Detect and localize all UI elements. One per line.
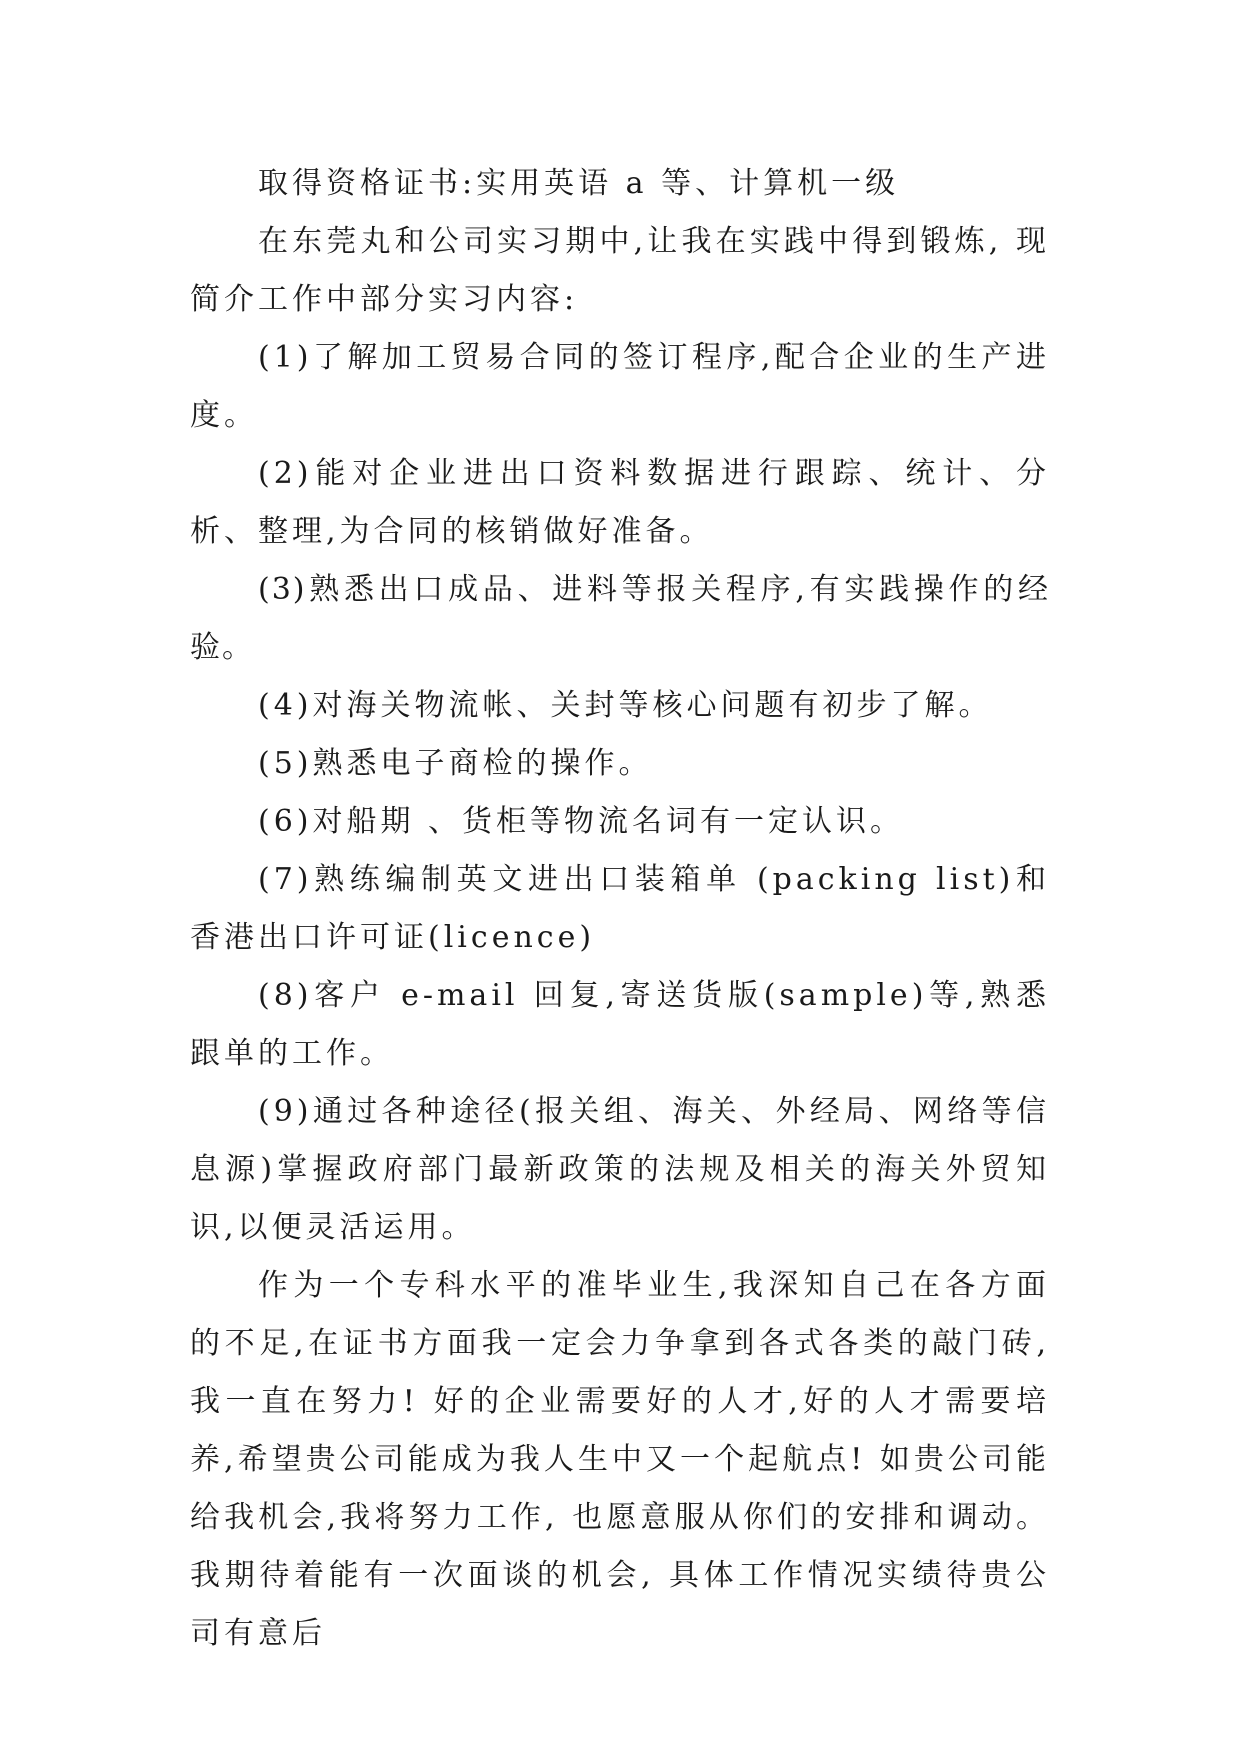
paragraph-item-6: (6)对船期 、货柜等物流名词有一定认识。 (258, 804, 905, 839)
document-body (190, 155, 1050, 1663)
paragraph-item-9: (9)通过各种途径(报关组、海关、外经局、网络等信息源)掌握政府部门最新政策的法规及相关的海关外贸知识,以便灵活运用。 (190, 1094, 1050, 1245)
paragraph-item-3: (3)熟悉出口成品、进料等报关程序,有实践操作的经验。 (190, 572, 1050, 665)
paragraph-item-1: (1)了解加工贸易合同的签订程序,配合企业的生产进度。 (190, 340, 1050, 433)
paragraph-item-5: (5)熟悉电子商检的操作。 (258, 746, 653, 781)
paragraph-item-8: (8)客户 e-mail 回复,寄送货版(sample)等,熟悉跟单的工作。 (190, 978, 1050, 1071)
paragraph-item-7: (7)熟练编制英文进出口装箱单 (packing list)和香港出口许可证(licence) (190, 862, 1050, 955)
paragraph-certificates: 取得资格证书:实用英语 a 等、计算机一级 (258, 166, 900, 201)
paragraph-closing: 作为一个专科水平的准毕业生,我深知自己在各方面的不足,在证书方面我一定会力争拿到各式各类的敲门砖,我一直在努力! 好的企业需要好的人才,好的人才需要培养,希望贵公司能成为我人生中又一个起航点! 如贵公司能给我机会,我将努力工作, 也愿意服从你们的安排和调动。我期待着能有一次面谈的机会, 具体工作情况实绩待贵公司有意后 (190, 1268, 1050, 1651)
paragraph-item-2: (2)能对企业进出口资料数据进行跟踪、统计、分析、整理,为合同的核销做好准备。 (190, 456, 1050, 549)
paragraph-item-4: (4)对海关物流帐、关封等核心问题有初步了解。 (258, 688, 993, 723)
paragraph-internship-intro: 在东莞丸和公司实习期中,让我在实践中得到锻炼, 现简介工作中部分实习内容: (190, 224, 1050, 317)
